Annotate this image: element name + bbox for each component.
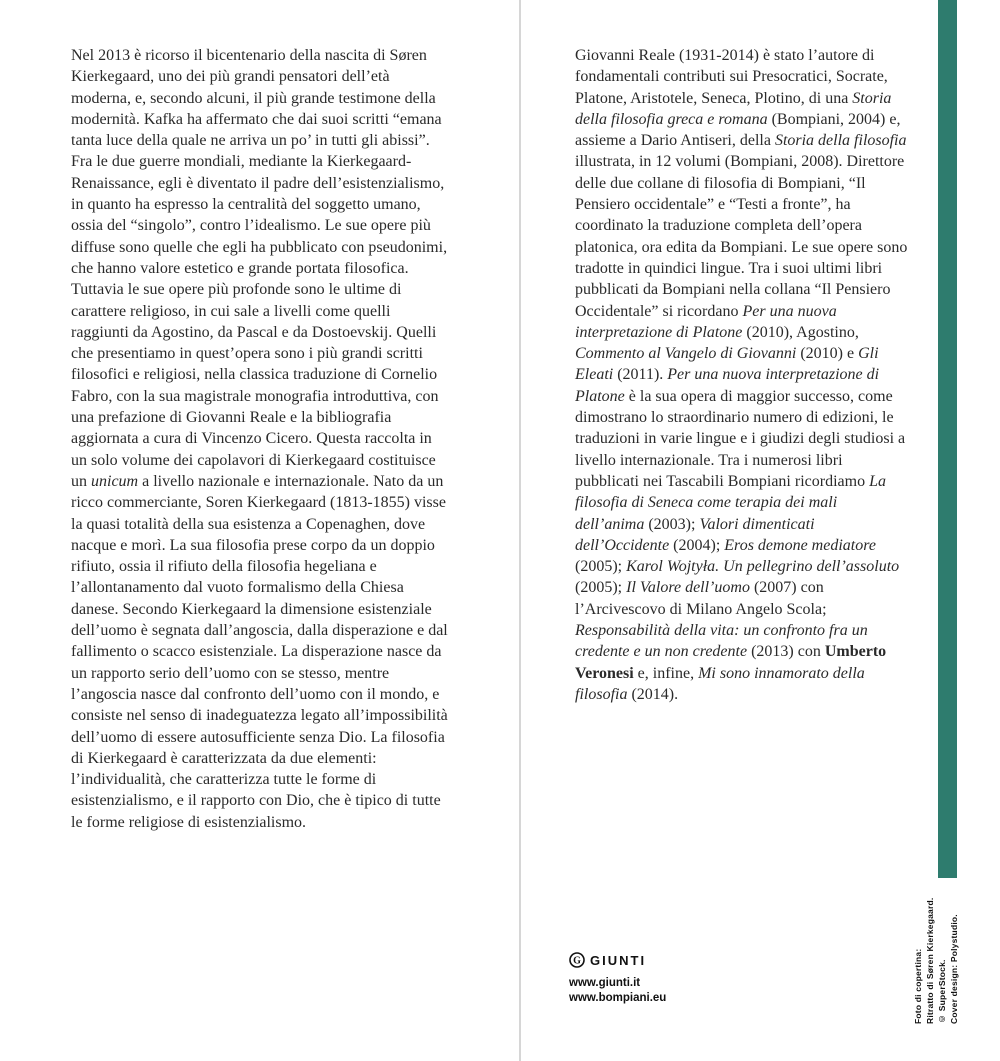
left-flap-text: Nel 2013 è ricorso il bicentenario della nascita di Søren Kierkegaard, uno dei più grandi pensatori dell’età moderna, e, secondo alcuni, il più grande testimone della modernità. Kafka ha affermato che dai suoi scritti “emana tanta luce della quale ne arriva un po’ in tutti gli abissi”. Fra le due guerre mondiali, mediante la Kierkegaard-Renaissance, egli è diventato il padre dell’esistenzialismo, in quanto ha espresso la centralità del soggetto umano, ossia del “singolo”, contro l’idealismo. Le sue opere più diffuse sono quelle che egli ha pubblicato con pseudonimi, che hanno valore estetico e grande portata filosofica. Tuttavia le sue opere più profonde sono le ultime di carattere religioso, in cui sale a livelli come quelli raggiunti da Agostino, da Pascal e da Dostoevskij. Quelli che presentiamo in quest’opera sono i più grandi scritti filosofici e religiosi, nella classica traduzione di Cornelio Fabro, con la sua magistrale monografia introduttiva, con una prefazione di Giovanni Reale e la bibliografia aggiornata a cura di Vincenzo Cicero. Questa raccolta in un solo volume dei capolavori di Kierkegaard costituisce un unicum a livello nazionale e internazionale. Nato da un ricco commerciante, Soren Kierkegaard (1813-1855) visse la quasi totalità della sua esistenza a Copenaghen, dove nacque e morì. La sua filosofia prese corpo da un doppio rifiuto, ossia il rifiuto della filosofia hegeliana e l’allontanamento dal vuoto formalismo della Chiesa danese. Secondo Kierkegaard la dimensione esistenziale dell’uomo è segnata dall’angoscia, dalla disperazione e dal fallimento o scacco esistenziale. La disperazione nasce da un rapporto serio dell’uomo con se stesso, mentre l’angoscia nasce dal confronto dell’uomo con il mondo, e consiste nel senso di inadeguatezza legato all’impossibilità dell’uomo di essere autosufficiente senza Dio. La filosofia di Kierkegaard è caratterizzata da due elementi: l’individualità, che caratterizza tutte le forme di esistenzialismo, e il rapporto con Dio, che è tipico di tutte le forme religiose di esistenzialismo. [71,47,448,831]
photo-credits [912,874,962,1024]
giunti-url: www.giunti.it [569,977,641,989]
credit-line-photo: Foto di copertina: [913,948,923,1024]
publisher-block [569,952,666,1006]
spine-color-bar [938,0,957,878]
credit-line-superstock: © SuperStock. [937,959,947,1024]
publisher-logo [569,952,666,968]
center-fold-line [519,0,521,1061]
right-flap-text: Giovanni Reale (1931-2014) è stato l’autore di fondamentali contributi sui Presocratici, Socrate, Platone, Aristotele, Seneca, Plotino, di una Storia della filosofia greca e romana (Bompiani, 2004) e, assieme a Dario Antiseri, della Storia della filosofia illustrata, in 12 volumi (Bompiani, 2008). Direttore delle due collane di filosofia di Bompiani, “Il Pensiero occidentale” e “Testi a fronte”, ha coordinato la traduzione completa dell’opera platonica, ora edita da Bompiani. Le sue opere sono tradotte in quindici lingue. Tra i suoi ultimi libri pubblicati da Bompiani nella collana “Il Pensiero Occidentale” si ricordano Per una nuova interpretazione di Platone (2010), Agostino, Commento al Vangelo di Giovanni (2010) e Gli Eleati (2011). Per una nuova interpretazione di Platone è la sua opera di maggior successo, come dimostrano lo straordinario numero di edizioni, le traduzioni in varie lingue e i giudizi degli studiosi a livello internazionale. Tra i numerosi libri pubblicati nei Tascabili Bompiani ricordiamo La filosofia di Seneca come terapia dei mali dell’anima (2003); Valori dimenticati dell’Occidente (2004); Eros demone mediatore (2005); Karol Wojtyła. Un pellegrino dell’assoluto (2005); Il Valore dell’uomo (2007) con l’Arcivescovo di Milano Angelo Scola; Responsabilità della vita: un confronto fra un credente e un non credente (2013) con Umberto Veronesi e, infine, Mi sono innamorato della filosofia (2014). [575,47,908,703]
giunti-logo-icon [569,952,585,968]
credit-line-portrait: Ritratto di Søren Kierkegaard. [925,897,935,1024]
svg-text:G: G [573,955,581,967]
bompiani-url: www.bompiani.eu [569,992,667,1004]
credit-line-coverdesign: Cover design: Polystudio. [949,914,959,1024]
publisher-name: GIUNTI [590,952,647,968]
